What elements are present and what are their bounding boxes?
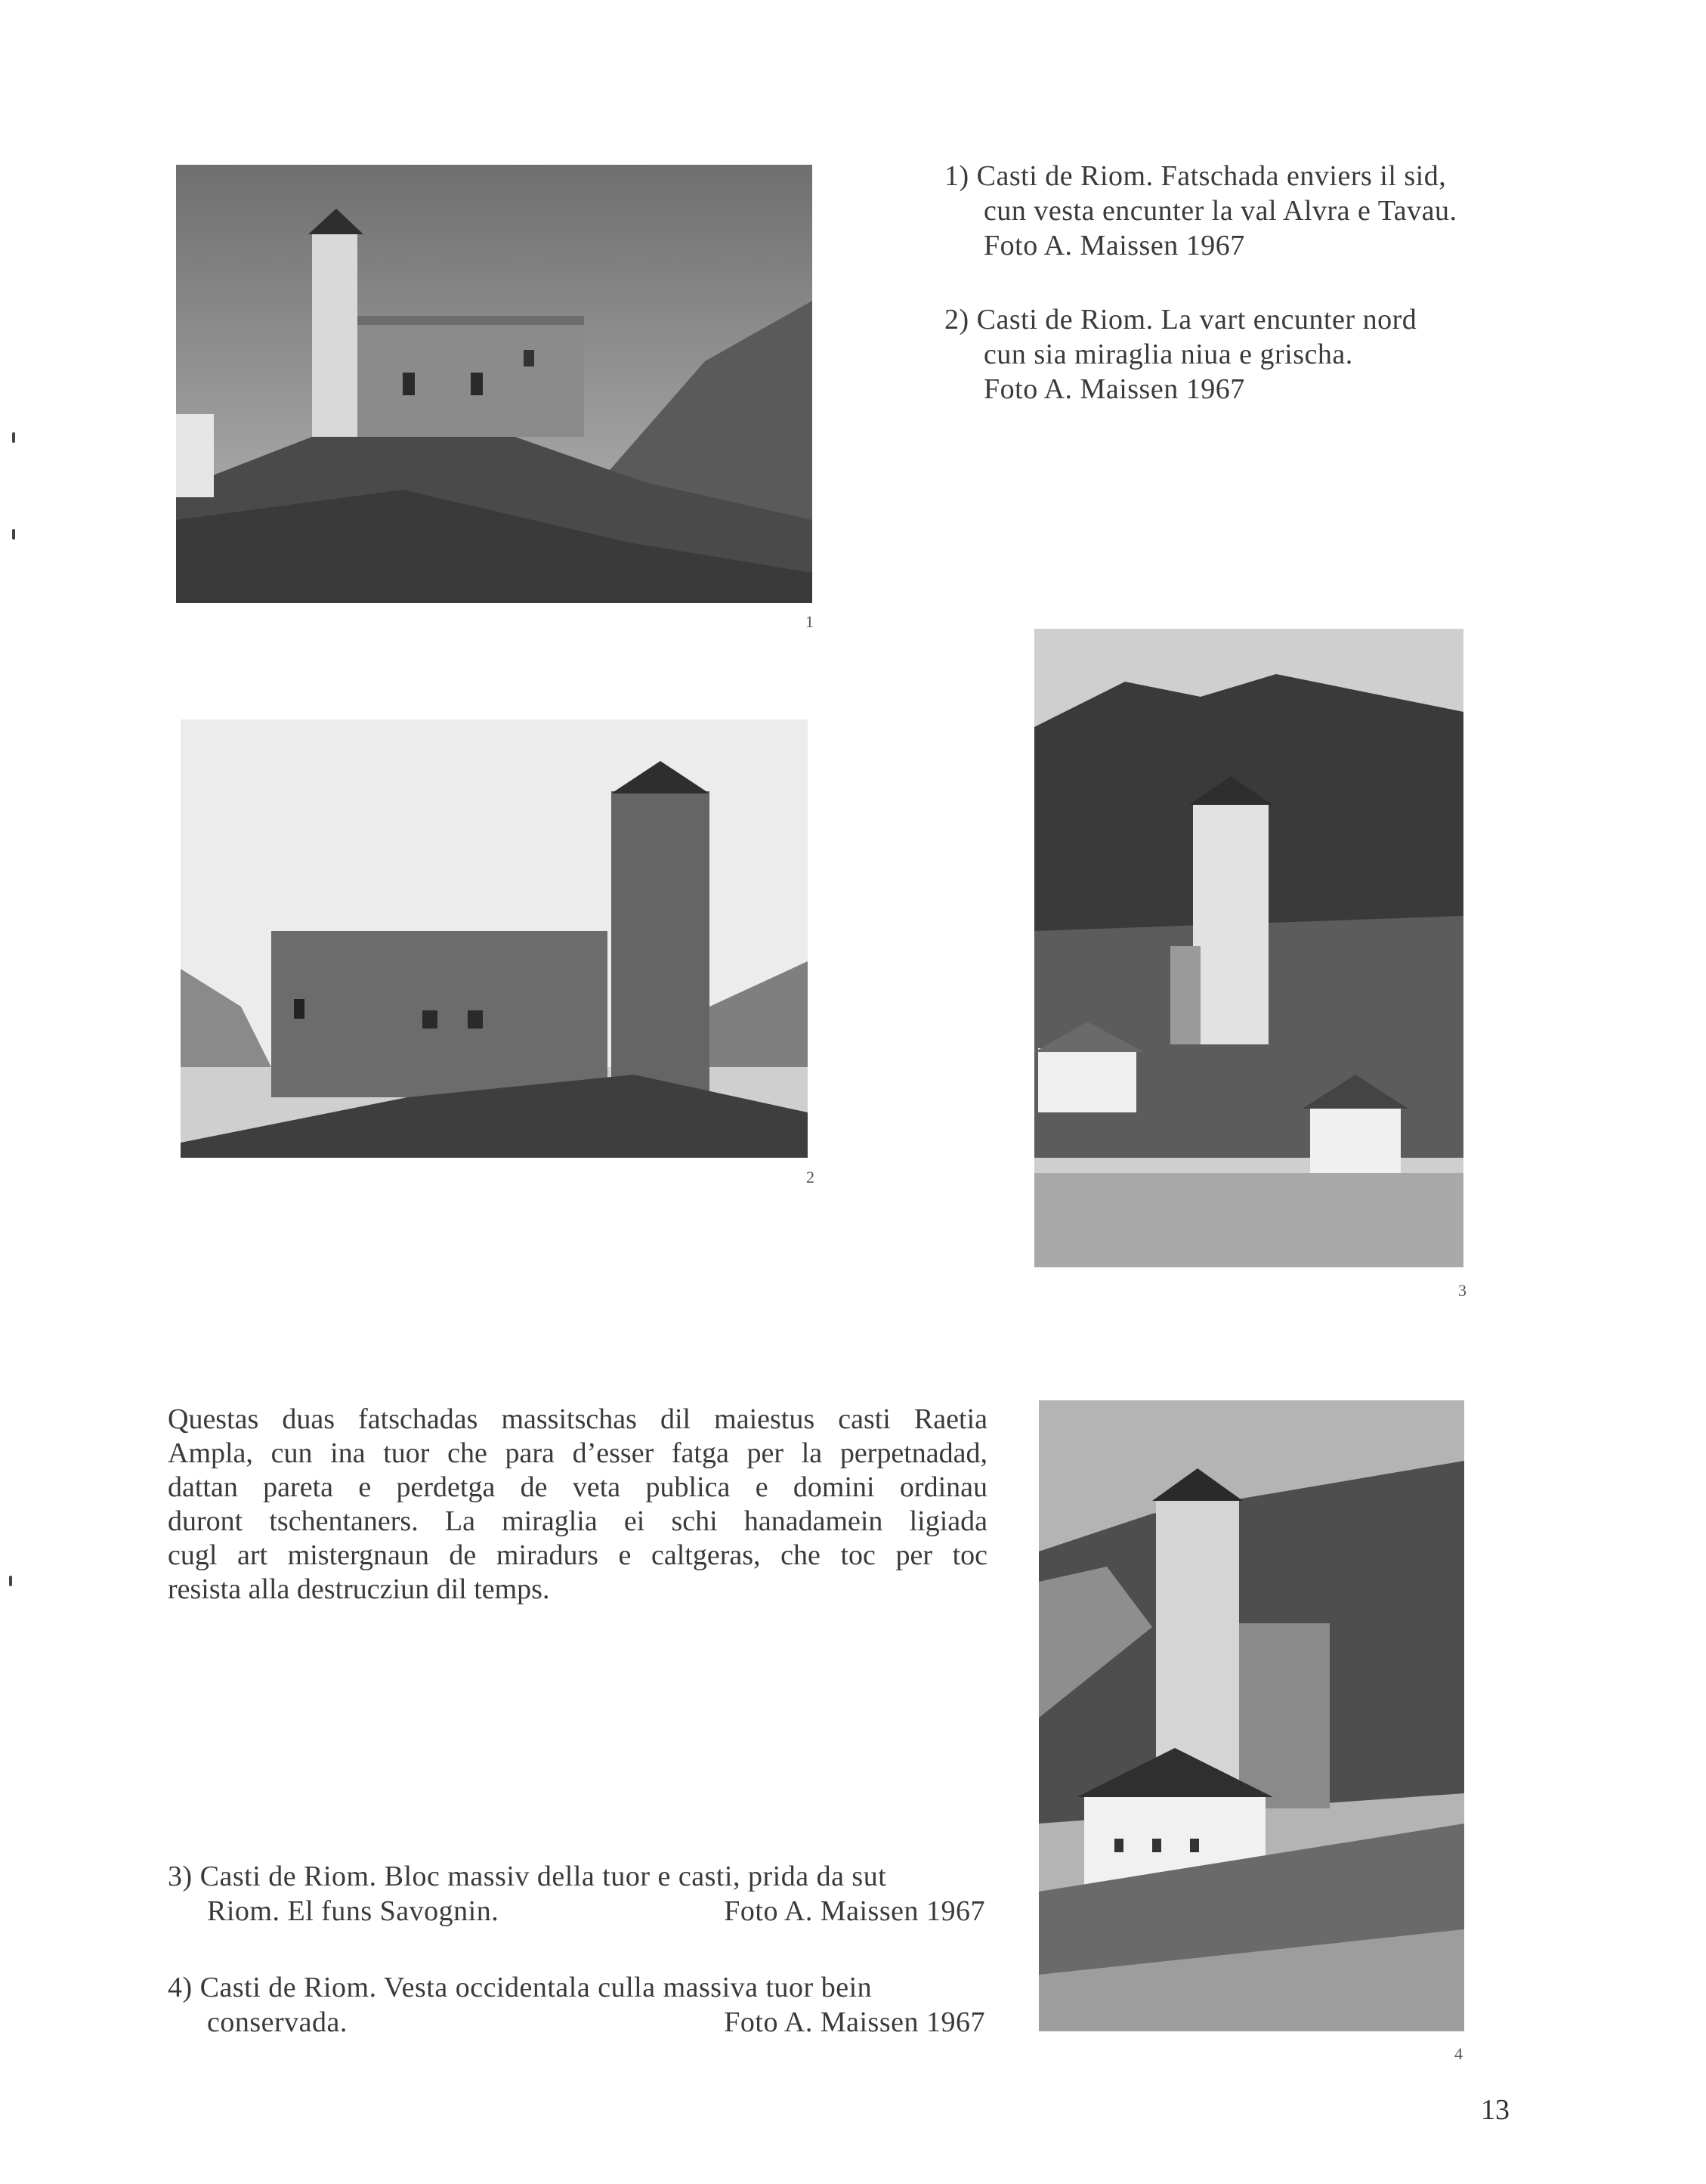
caption-2-line-2: cun sia miraglia niua e grischa. [984,339,1353,370]
caption-1-line-1: 1) Casti de Riom. Fatschada enviers il sid, [944,160,1447,192]
photo-castle-west-view [1039,1400,1464,2031]
caption-3-credit: Foto A. Maissen 1967 [724,1895,985,1927]
paragraph-line: duront tschentaners. La miraglia ei schi hanadamein ligiada [168,1505,987,1537]
photo-number-4: 4 [1454,2044,1463,2063]
caption-1 [944,159,1519,263]
photo-number-1: 1 [805,612,814,631]
caption-3-line-1: 3) Casti de Riom. Bloc massiv della tuor e casti, prida da sut [168,1861,887,1892]
caption-1-credit: Foto A. Maissen 1967 [984,230,1245,261]
caption-2 [944,302,1519,407]
paragraph-line: dattan pareta e perdetga de veta publica e domini ordinau [168,1471,987,1503]
body-paragraph [168,1403,987,1607]
photo-number-2: 2 [806,1168,814,1186]
caption-4-credit: Foto A. Maissen 1967 [724,2006,985,2038]
caption-2-credit: Foto A. Maissen 1967 [984,373,1245,405]
photo-castle-south-facade [176,165,812,603]
margin-mark [12,432,15,443]
paragraph-line: resista alla destrucziun dil temps. [168,1573,550,1605]
margin-mark [9,1576,12,1586]
paragraph-line: Questas duas fatschadas massitschas dil maiestus casti Raetia [168,1403,987,1435]
caption-3 [168,1859,985,1929]
page-number: 13 [1481,2094,1510,2126]
caption-2-line-1: 2) Casti de Riom. La vart encunter nord [944,304,1417,336]
photo-number-3: 3 [1458,1281,1466,1300]
paragraph-line: Ampla, cun ina tuor che para d’esser fatga per la perpetnadad, [168,1437,987,1469]
caption-3-line-2: Riom. El funs Savognin. Foto A. Maissen 1967 [207,1895,985,1927]
caption-4 [168,1970,985,2040]
caption-4-line-1: 4) Casti de Riom. Vesta occidentala culla massiva tuor bein [168,1972,873,2003]
photo-castle-block-from-below [1034,629,1463,1267]
caption-4-line-2: conservada. Foto A. Maissen 1967 [207,2006,985,2038]
caption-1-line-2: cun vesta encunter la val Alvra e Tavau. [984,195,1457,227]
photo-castle-north-wall [181,719,808,1158]
paragraph-line: cugl art mistergnaun de miradurs e caltgeras, che toc per toc [168,1539,987,1571]
margin-mark [12,529,15,540]
